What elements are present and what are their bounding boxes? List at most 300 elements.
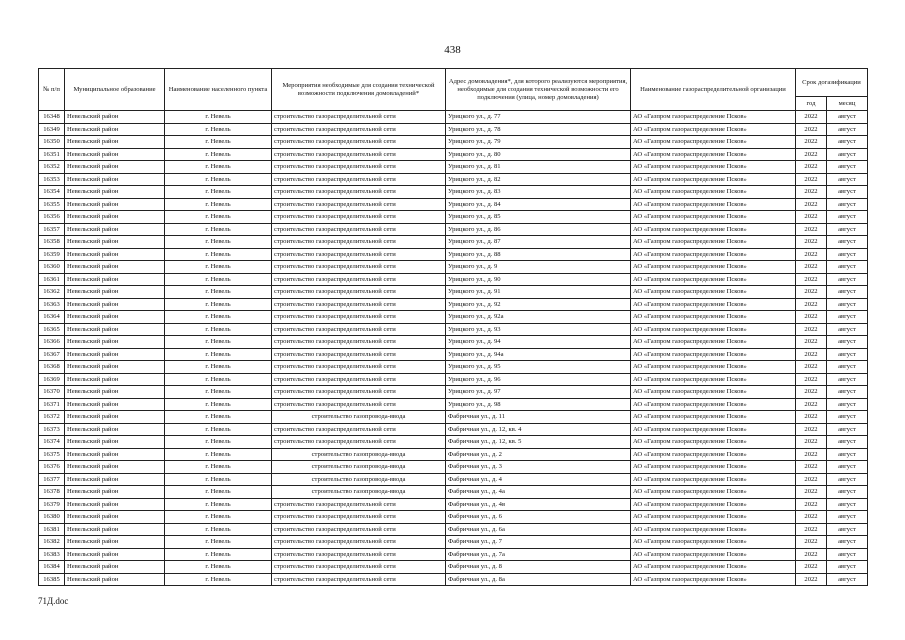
cell-municipality: Невельский район (65, 336, 165, 349)
cell-address: Фабричная ул., д. 7 (446, 536, 631, 549)
cell-municipality: Невельский район (65, 286, 165, 299)
cell-number: 16351 (39, 148, 65, 161)
cell-year: 2022 (796, 498, 827, 511)
table-row (39, 148, 868, 161)
cell-month: август (827, 523, 868, 536)
cell-settlement: г. Невель (165, 348, 272, 361)
table-row (39, 348, 868, 361)
cell-month: август (827, 498, 868, 511)
header-deadline: Срок догазификации (796, 69, 868, 97)
cell-month: август (827, 573, 868, 586)
cell-number: 16381 (39, 523, 65, 536)
cell-settlement: г. Невель (165, 298, 272, 311)
cell-address: Урицкого ул., д. 77 (446, 111, 631, 124)
footer-filename: 71Д.doc (38, 596, 69, 606)
cell-year: 2022 (796, 236, 827, 249)
cell-organization: АО «Газпром газораспределение Псков» (631, 161, 796, 174)
cell-municipality: Невельский район (65, 373, 165, 386)
cell-organization: АО «Газпром газораспределение Псков» (631, 373, 796, 386)
cell-number: 16366 (39, 336, 65, 349)
cell-number: 16380 (39, 511, 65, 524)
cell-month: август (827, 436, 868, 449)
table-row (39, 461, 868, 474)
cell-address: Урицкого ул., д. 82 (446, 173, 631, 186)
cell-settlement: г. Невель (165, 398, 272, 411)
cell-organization: АО «Газпром газораспределение Псков» (631, 136, 796, 149)
cell-number: 16368 (39, 361, 65, 374)
cell-year: 2022 (796, 373, 827, 386)
cell-municipality: Невельский район (65, 561, 165, 574)
cell-month: август (827, 123, 868, 136)
cell-year: 2022 (796, 261, 827, 274)
cell-year: 2022 (796, 386, 827, 399)
cell-settlement: г. Невель (165, 336, 272, 349)
cell-settlement: г. Невель (165, 173, 272, 186)
cell-year: 2022 (796, 486, 827, 499)
cell-number: 16376 (39, 461, 65, 474)
cell-settlement: г. Невель (165, 373, 272, 386)
cell-number: 16371 (39, 398, 65, 411)
cell-organization: АО «Газпром газораспределение Псков» (631, 248, 796, 261)
cell-municipality: Невельский район (65, 123, 165, 136)
cell-month: август (827, 561, 868, 574)
table-row (39, 136, 868, 149)
cell-activity: строительство газопровода-ввода (272, 461, 446, 474)
cell-address: Фабричная ул., д. 4а (446, 486, 631, 499)
cell-organization: АО «Газпром газораспределение Псков» (631, 423, 796, 436)
cell-number: 16352 (39, 161, 65, 174)
cell-month: август (827, 136, 868, 149)
cell-month: август (827, 386, 868, 399)
cell-organization: АО «Газпром газораспределение Псков» (631, 461, 796, 474)
cell-number: 16359 (39, 248, 65, 261)
cell-activity: строительство газораспределительной сети (272, 436, 446, 449)
table-row (39, 161, 868, 174)
cell-month: август (827, 198, 868, 211)
cell-month: август (827, 336, 868, 349)
table-row (39, 323, 868, 336)
cell-address: Урицкого ул., д. 84 (446, 198, 631, 211)
cell-number: 16357 (39, 223, 65, 236)
cell-activity: строительство газораспределительной сети (272, 298, 446, 311)
cell-municipality: Невельский район (65, 211, 165, 224)
cell-address: Фабричная ул., д. 7а (446, 548, 631, 561)
cell-activity: строительство газораспределительной сети (272, 336, 446, 349)
header-settlement: Наименование населенного пункта (165, 69, 272, 111)
cell-organization: АО «Газпром газораспределение Псков» (631, 348, 796, 361)
cell-year: 2022 (796, 111, 827, 124)
table-row (39, 361, 868, 374)
cell-settlement: г. Невель (165, 136, 272, 149)
cell-activity: строительство газораспределительной сети (272, 173, 446, 186)
cell-organization: АО «Газпром газораспределение Псков» (631, 311, 796, 324)
cell-organization: АО «Газпром газораспределение Псков» (631, 223, 796, 236)
cell-year: 2022 (796, 511, 827, 524)
cell-address: Урицкого ул., д. 90 (446, 273, 631, 286)
cell-settlement: г. Невель (165, 548, 272, 561)
table-row (39, 486, 868, 499)
cell-address: Фабричная ул., д. 4в (446, 498, 631, 511)
cell-number: 16362 (39, 286, 65, 299)
cell-activity: строительство газораспределительной сети (272, 111, 446, 124)
cell-organization: АО «Газпром газораспределение Псков» (631, 473, 796, 486)
cell-number: 16353 (39, 173, 65, 186)
cell-organization: АО «Газпром газораспределение Псков» (631, 561, 796, 574)
cell-municipality: Невельский район (65, 386, 165, 399)
cell-settlement: г. Невель (165, 273, 272, 286)
cell-organization: АО «Газпром газораспределение Псков» (631, 511, 796, 524)
cell-settlement: г. Невель (165, 498, 272, 511)
cell-settlement: г. Невель (165, 323, 272, 336)
cell-municipality: Невельский район (65, 223, 165, 236)
cell-year: 2022 (796, 123, 827, 136)
cell-year: 2022 (796, 473, 827, 486)
cell-year: 2022 (796, 298, 827, 311)
cell-organization: АО «Газпром газораспределение Псков» (631, 123, 796, 136)
cell-activity: строительство газораспределительной сети (272, 286, 446, 299)
cell-municipality: Невельский район (65, 298, 165, 311)
cell-activity: строительство газораспределительной сети (272, 161, 446, 174)
table-row (39, 211, 868, 224)
cell-month: август (827, 361, 868, 374)
cell-year: 2022 (796, 323, 827, 336)
cell-year: 2022 (796, 436, 827, 449)
table-row (39, 198, 868, 211)
cell-settlement: г. Невель (165, 523, 272, 536)
cell-settlement: г. Невель (165, 111, 272, 124)
cell-year: 2022 (796, 448, 827, 461)
cell-organization: АО «Газпром газораспределение Псков» (631, 498, 796, 511)
cell-municipality: Невельский район (65, 236, 165, 249)
cell-organization: АО «Газпром газораспределение Псков» (631, 361, 796, 374)
cell-month: август (827, 511, 868, 524)
cell-organization: АО «Газпром газораспределение Псков» (631, 111, 796, 124)
cell-activity: строительство газораспределительной сети (272, 523, 446, 536)
cell-month: август (827, 373, 868, 386)
cell-address: Фабричная ул., д. 11 (446, 411, 631, 424)
cell-month: август (827, 423, 868, 436)
cell-settlement: г. Невель (165, 461, 272, 474)
cell-municipality: Невельский район (65, 548, 165, 561)
cell-activity: строительство газораспределительной сети (272, 273, 446, 286)
header-num: № п/п (39, 69, 65, 111)
cell-organization: АО «Газпром газораспределение Псков» (631, 148, 796, 161)
cell-address: Фабричная ул., д. 4 (446, 473, 631, 486)
table-row (39, 536, 868, 549)
table-row (39, 236, 868, 249)
cell-municipality: Невельский район (65, 173, 165, 186)
cell-number: 16349 (39, 123, 65, 136)
cell-number: 16354 (39, 186, 65, 199)
cell-month: август (827, 161, 868, 174)
cell-month: август (827, 186, 868, 199)
cell-municipality: Невельский район (65, 411, 165, 424)
cell-activity: строительство газораспределительной сети (272, 311, 446, 324)
header-municipality: Муниципальное образование (65, 69, 165, 111)
cell-settlement: г. Невель (165, 536, 272, 549)
cell-organization: АО «Газпром газораспределение Псков» (631, 436, 796, 449)
cell-month: август (827, 323, 868, 336)
cell-address: Урицкого ул., д. 79 (446, 136, 631, 149)
cell-settlement: г. Невель (165, 198, 272, 211)
cell-activity: строительство газораспределительной сети (272, 348, 446, 361)
cell-year: 2022 (796, 161, 827, 174)
cell-organization: АО «Газпром газораспределение Псков» (631, 448, 796, 461)
cell-activity: строительство газопровода-ввода (272, 486, 446, 499)
cell-settlement: г. Невель (165, 423, 272, 436)
cell-settlement: г. Невель (165, 411, 272, 424)
cell-municipality: Невельский район (65, 448, 165, 461)
table-row (39, 336, 868, 349)
cell-activity: строительство газопровода-ввода (272, 448, 446, 461)
cell-month: август (827, 173, 868, 186)
table-row (39, 261, 868, 274)
cell-municipality: Невельский район (65, 523, 165, 536)
cell-year: 2022 (796, 573, 827, 586)
cell-number: 16355 (39, 198, 65, 211)
cell-month: август (827, 273, 868, 286)
cell-year: 2022 (796, 148, 827, 161)
cell-year: 2022 (796, 548, 827, 561)
cell-municipality: Невельский район (65, 273, 165, 286)
cell-municipality: Невельский район (65, 461, 165, 474)
cell-month: август (827, 473, 868, 486)
cell-address: Урицкого ул., д. 95 (446, 361, 631, 374)
cell-month: август (827, 261, 868, 274)
cell-year: 2022 (796, 461, 827, 474)
cell-month: август (827, 548, 868, 561)
cell-year: 2022 (796, 536, 827, 549)
cell-organization: АО «Газпром газораспределение Псков» (631, 486, 796, 499)
cell-organization: АО «Газпром газораспределение Псков» (631, 411, 796, 424)
cell-municipality: Невельский район (65, 348, 165, 361)
cell-activity: строительство газораспределительной сети (272, 361, 446, 374)
cell-settlement: г. Невель (165, 123, 272, 136)
cell-municipality: Невельский район (65, 361, 165, 374)
cell-organization: АО «Газпром газораспределение Псков» (631, 386, 796, 399)
cell-settlement: г. Невель (165, 161, 272, 174)
cell-number: 16382 (39, 536, 65, 549)
cell-year: 2022 (796, 411, 827, 424)
cell-municipality: Невельский район (65, 111, 165, 124)
cell-settlement: г. Невель (165, 236, 272, 249)
cell-organization: АО «Газпром газораспределение Псков» (631, 273, 796, 286)
cell-month: август (827, 286, 868, 299)
cell-municipality: Невельский район (65, 398, 165, 411)
cell-municipality: Невельский район (65, 511, 165, 524)
table-row (39, 298, 868, 311)
cell-activity: строительство газораспределительной сети (272, 511, 446, 524)
header-activities: Мероприятия необходимые для создания технической возможности подключения домовладений* (272, 69, 446, 111)
header-address: Адрес домовладения*, для которого реализуются мероприятия, необходимые для создания технической возможности его подключения (улица, номер домовладения) (446, 69, 631, 111)
cell-organization: АО «Газпром газораспределение Псков» (631, 336, 796, 349)
cell-municipality: Невельский район (65, 498, 165, 511)
table-row (39, 223, 868, 236)
table-row (39, 186, 868, 199)
cell-number: 16379 (39, 498, 65, 511)
cell-year: 2022 (796, 336, 827, 349)
cell-address: Фабричная ул., д. 12, кв. 4 (446, 423, 631, 436)
cell-month: август (827, 236, 868, 249)
cell-activity: строительство газораспределительной сети (272, 186, 446, 199)
cell-month: август (827, 448, 868, 461)
cell-year: 2022 (796, 423, 827, 436)
cell-municipality: Невельский район (65, 248, 165, 261)
cell-settlement: г. Невель (165, 386, 272, 399)
table-row (39, 386, 868, 399)
cell-number: 16369 (39, 373, 65, 386)
cell-settlement: г. Невель (165, 436, 272, 449)
cell-number: 16367 (39, 348, 65, 361)
cell-activity: строительство газораспределительной сети (272, 573, 446, 586)
cell-organization: АО «Газпром газораспределение Псков» (631, 173, 796, 186)
cell-municipality: Невельский район (65, 136, 165, 149)
cell-year: 2022 (796, 173, 827, 186)
cell-year: 2022 (796, 286, 827, 299)
cell-address: Урицкого ул., д. 9 (446, 261, 631, 274)
cell-activity: строительство газораспределительной сети (272, 261, 446, 274)
header-month: месяц (827, 97, 868, 111)
header-year: год (796, 97, 827, 111)
cell-number: 16350 (39, 136, 65, 149)
table-row (39, 373, 868, 386)
cell-address: Урицкого ул., д. 83 (446, 186, 631, 199)
cell-activity: строительство газораспределительной сети (272, 223, 446, 236)
cell-settlement: г. Невель (165, 361, 272, 374)
cell-number: 16385 (39, 573, 65, 586)
cell-year: 2022 (796, 211, 827, 224)
cell-year: 2022 (796, 223, 827, 236)
cell-municipality: Невельский район (65, 261, 165, 274)
cell-number: 16373 (39, 423, 65, 436)
cell-settlement: г. Невель (165, 148, 272, 161)
cell-activity: строительство газораспределительной сети (272, 398, 446, 411)
cell-number: 16378 (39, 486, 65, 499)
cell-organization: АО «Газпром газораспределение Псков» (631, 261, 796, 274)
cell-settlement: г. Невель (165, 248, 272, 261)
table-row (39, 436, 868, 449)
cell-address: Урицкого ул., д. 78 (446, 123, 631, 136)
cell-year: 2022 (796, 348, 827, 361)
cell-number: 16377 (39, 473, 65, 486)
gasification-table (38, 68, 868, 586)
cell-address: Урицкого ул., д. 85 (446, 211, 631, 224)
cell-number: 16383 (39, 548, 65, 561)
cell-number: 16370 (39, 386, 65, 399)
cell-organization: АО «Газпром газораспределение Псков» (631, 548, 796, 561)
cell-number: 16374 (39, 436, 65, 449)
cell-year: 2022 (796, 561, 827, 574)
cell-municipality: Невельский район (65, 311, 165, 324)
cell-address: Фабричная ул., д. 6 (446, 511, 631, 524)
table-row (39, 286, 868, 299)
cell-activity: строительство газораспределительной сети (272, 373, 446, 386)
cell-year: 2022 (796, 248, 827, 261)
cell-organization: АО «Газпром газораспределение Псков» (631, 323, 796, 336)
header-organization: Наименование газораспределительной организации (631, 69, 796, 111)
cell-municipality: Невельский район (65, 323, 165, 336)
cell-address: Фабричная ул., д. 2 (446, 448, 631, 461)
table-row (39, 561, 868, 574)
cell-month: август (827, 148, 868, 161)
cell-settlement: г. Невель (165, 573, 272, 586)
cell-month: август (827, 211, 868, 224)
cell-year: 2022 (796, 523, 827, 536)
cell-municipality: Невельский район (65, 436, 165, 449)
cell-address: Урицкого ул., д. 91 (446, 286, 631, 299)
cell-year: 2022 (796, 361, 827, 374)
cell-municipality: Невельский район (65, 573, 165, 586)
table-row (39, 173, 868, 186)
table-row (39, 111, 868, 124)
cell-municipality: Невельский район (65, 423, 165, 436)
cell-settlement: г. Невель (165, 486, 272, 499)
cell-settlement: г. Невель (165, 448, 272, 461)
cell-number: 16348 (39, 111, 65, 124)
cell-municipality: Невельский район (65, 198, 165, 211)
cell-number: 16358 (39, 236, 65, 249)
cell-activity: строительство газораспределительной сети (272, 248, 446, 261)
cell-municipality: Невельский район (65, 536, 165, 549)
cell-address: Урицкого ул., д. 92а (446, 311, 631, 324)
cell-activity: строительство газораспределительной сети (272, 548, 446, 561)
cell-address: Фабричная ул., д. 8а (446, 573, 631, 586)
cell-organization: АО «Газпром газораспределение Псков» (631, 298, 796, 311)
cell-organization: АО «Газпром газораспределение Псков» (631, 286, 796, 299)
cell-settlement: г. Невель (165, 511, 272, 524)
table-row (39, 273, 868, 286)
table-row (39, 511, 868, 524)
cell-address: Урицкого ул., д. 80 (446, 148, 631, 161)
cell-month: август (827, 486, 868, 499)
cell-address: Урицкого ул., д. 96 (446, 373, 631, 386)
cell-activity: строительство газораспределительной сети (272, 236, 446, 249)
cell-organization: АО «Газпром газораспределение Псков» (631, 198, 796, 211)
cell-settlement: г. Невель (165, 286, 272, 299)
cell-address: Урицкого ул., д. 94 (446, 336, 631, 349)
cell-number: 16363 (39, 298, 65, 311)
cell-activity: строительство газораспределительной сети (272, 423, 446, 436)
cell-month: август (827, 311, 868, 324)
cell-municipality: Невельский район (65, 473, 165, 486)
cell-settlement: г. Невель (165, 473, 272, 486)
cell-month: август (827, 536, 868, 549)
cell-municipality: Невельский район (65, 148, 165, 161)
page-number: 438 (444, 44, 461, 56)
cell-month: август (827, 398, 868, 411)
cell-activity: строительство газопровода-ввода (272, 411, 446, 424)
cell-organization: АО «Газпром газораспределение Псков» (631, 523, 796, 536)
cell-year: 2022 (796, 136, 827, 149)
cell-organization: АО «Газпром газораспределение Псков» (631, 236, 796, 249)
table-row (39, 411, 868, 424)
table-row (39, 548, 868, 561)
cell-number: 16372 (39, 411, 65, 424)
cell-number: 16384 (39, 561, 65, 574)
cell-number: 16375 (39, 448, 65, 461)
cell-activity: строительство газораспределительной сети (272, 198, 446, 211)
cell-settlement: г. Невель (165, 186, 272, 199)
table-row (39, 498, 868, 511)
cell-activity: строительство газораспределительной сети (272, 323, 446, 336)
cell-year: 2022 (796, 273, 827, 286)
table-body (39, 111, 868, 586)
cell-month: август (827, 248, 868, 261)
cell-activity: строительство газораспределительной сети (272, 136, 446, 149)
cell-year: 2022 (796, 186, 827, 199)
table-row (39, 123, 868, 136)
cell-address: Урицкого ул., д. 86 (446, 223, 631, 236)
